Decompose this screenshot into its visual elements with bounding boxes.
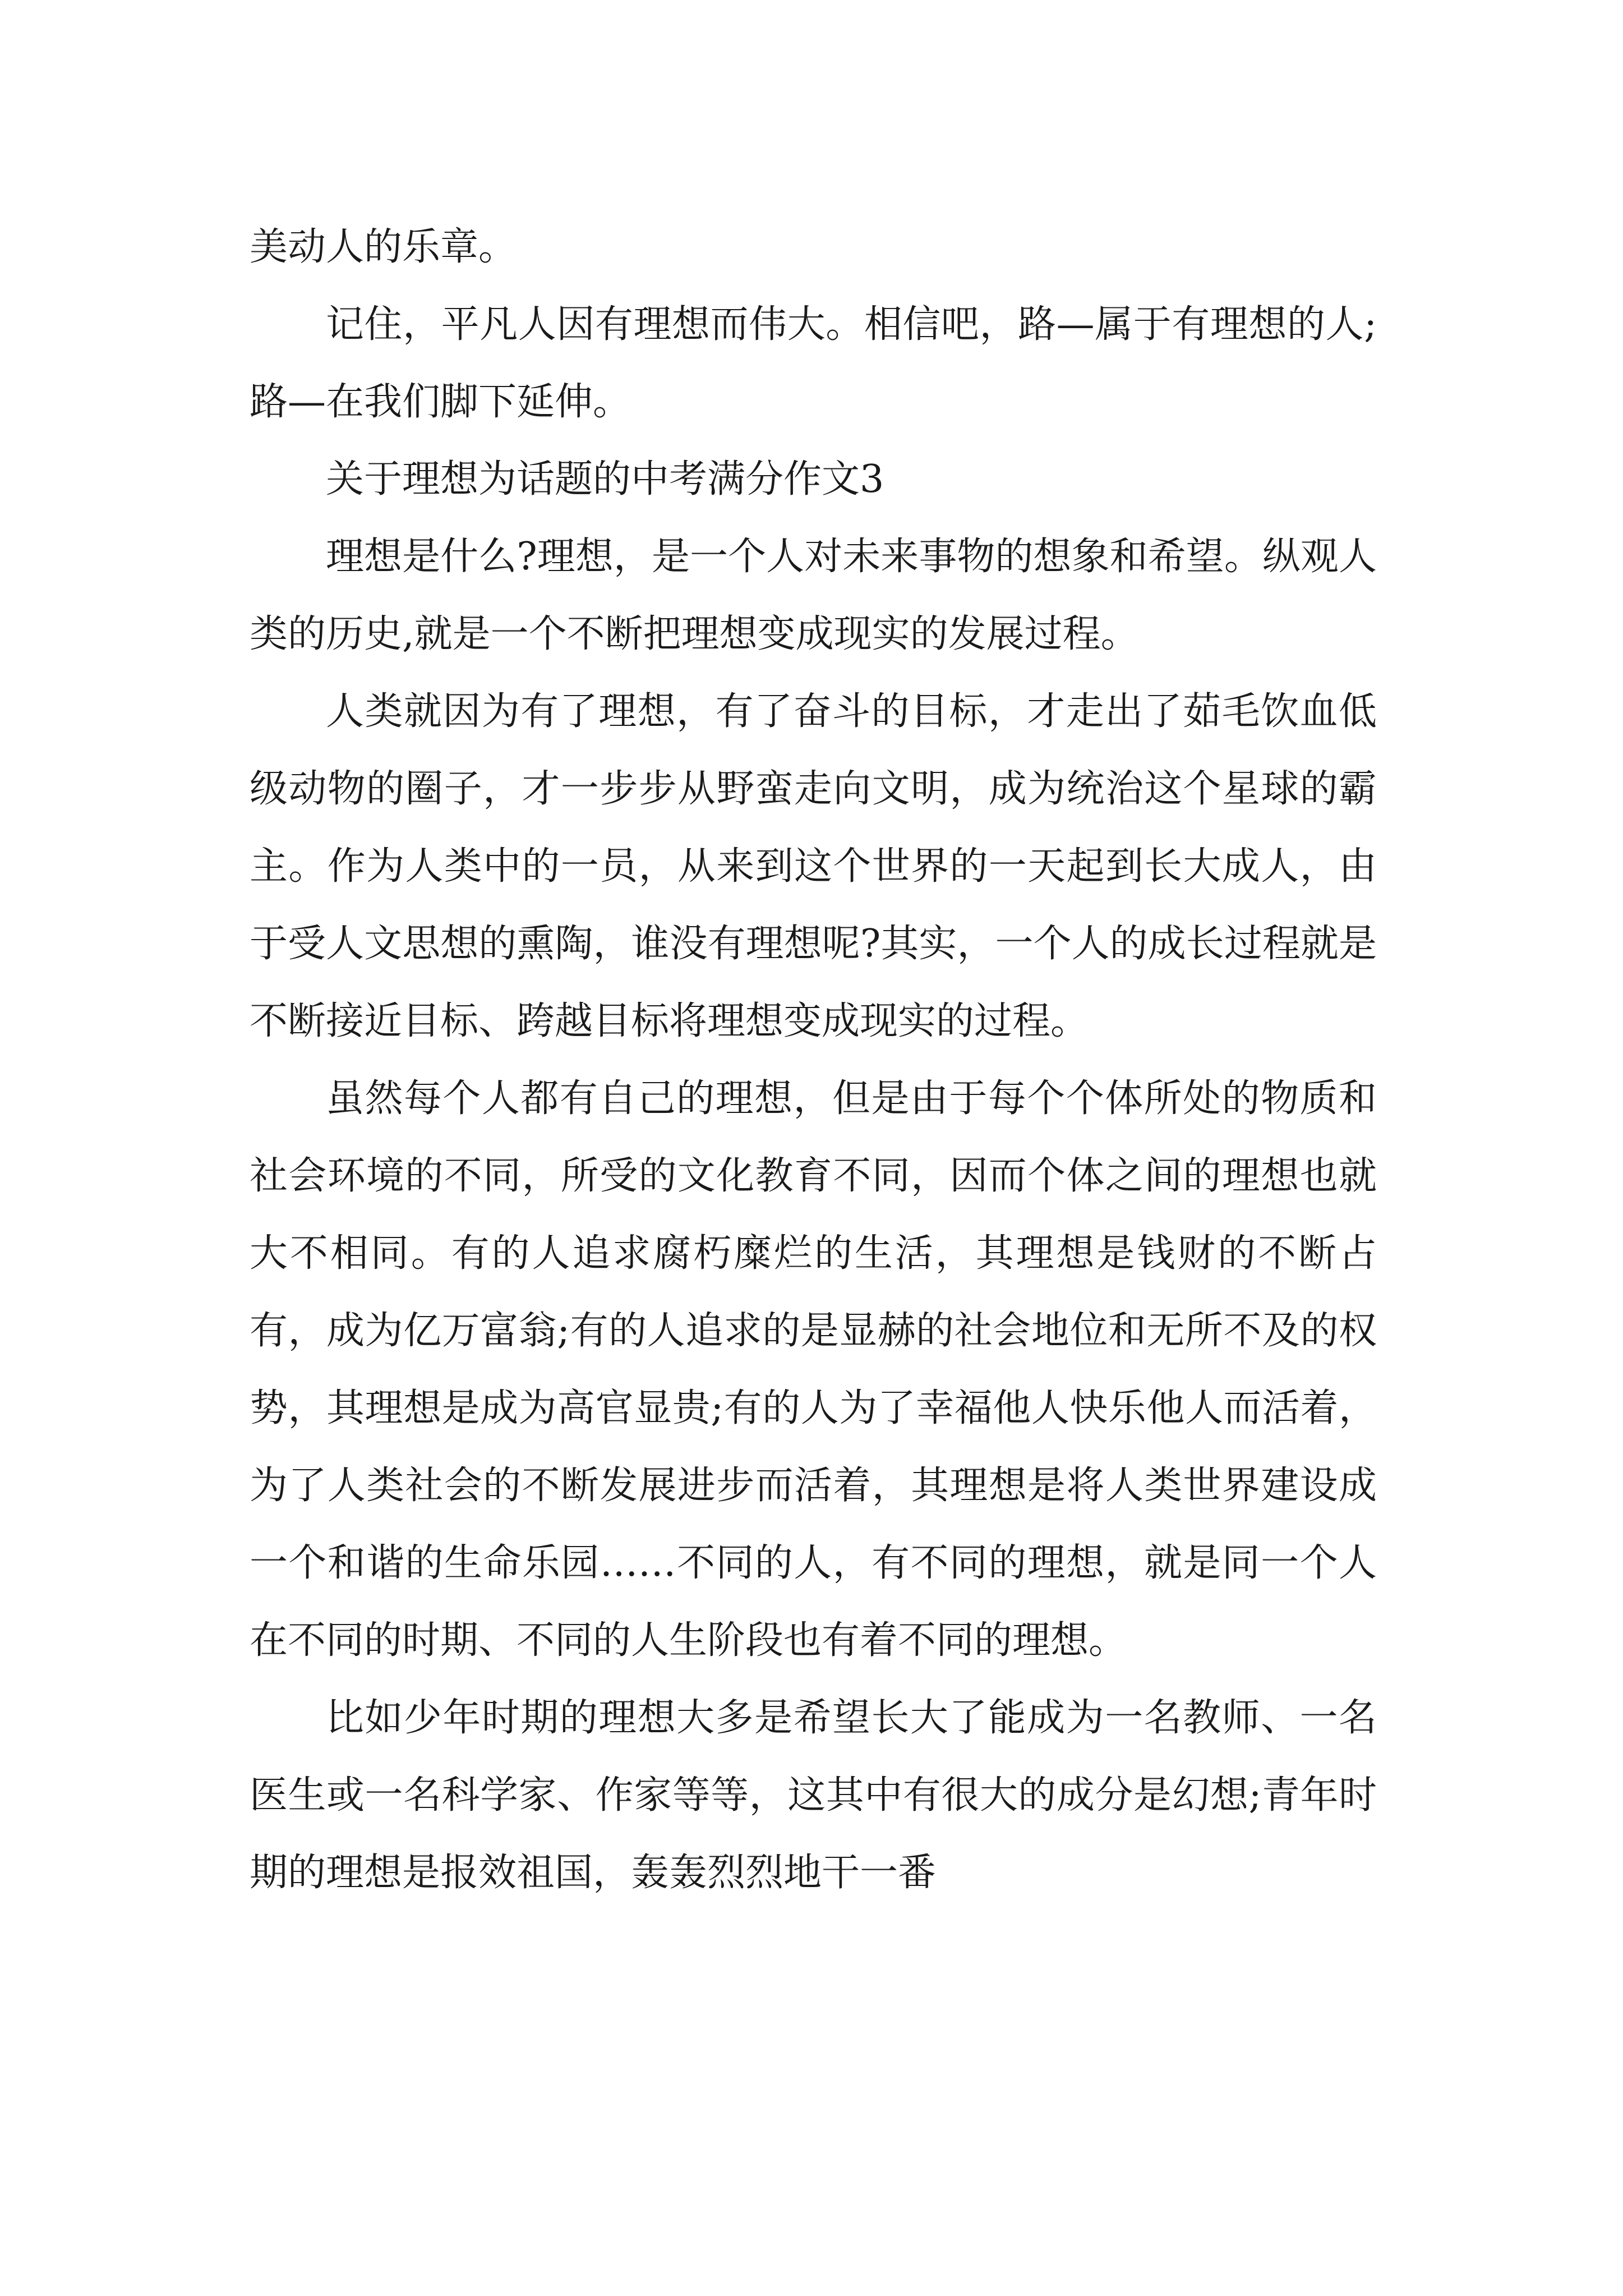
paragraph-1: 美动人的乐章。 [250, 225, 517, 269]
paragraph-4: 人类就因为有了理想，有了奋斗的目标，才走出了茹毛饮血低级动物的圈子，才一步步从野蛮走向文明，成为统治这个星球的霸主。作为人类中的一员，从来到这个世界的一天起到长大成人，由于受人文思想的熏陶，谁没有理想呢?其实，一个人的成长过程就是不断接近目标、跨越目标将理想变成现实的过程。 [250, 689, 1377, 1043]
paragraph-2: 记住，平凡人因有理想而伟大。相信吧，路—属于有理想的人;路—在我们脚下延伸。 [250, 302, 1377, 424]
document-body [250, 209, 1377, 1912]
section-heading: 关于理想为话题的中考满分作文3 [326, 457, 884, 501]
paragraph-6: 比如少年时期的理想大多是希望长大了能成为一名教师、一名医生或一名科学家、作家等等，这其中有很大的成分是幻想;青年时期的理想是报效祖国，轰轰烈烈地干一番 [250, 1696, 1377, 1895]
paragraph-5: 虽然每个人都有自己的理想，但是由于每个个体所处的物质和社会环境的不同，所受的文化教育不同，因而个体之间的理想也就大不相同。有的人追求腐朽糜烂的生活，其理想是钱财的不断占有，成为亿万富翁;有的人追求的是显赫的社会地位和无所不及的权势，其理想是成为高官显贵;有的人为了幸福他人快乐他人而活着，为了人类社会的不断发展进步而活着，其理想是将人类世界建设成一个和谐的生命乐园……不同的人，有不同的理想，就是同一个人在不同的时期、不同的人生阶段也有着不同的理想。 [250, 1076, 1377, 1663]
paragraph-3: 理想是什么?理想，是一个人对未来事物的想象和希望。纵观人类的历史,就是一个不断把理想变成现实的发展过程。 [250, 535, 1377, 656]
